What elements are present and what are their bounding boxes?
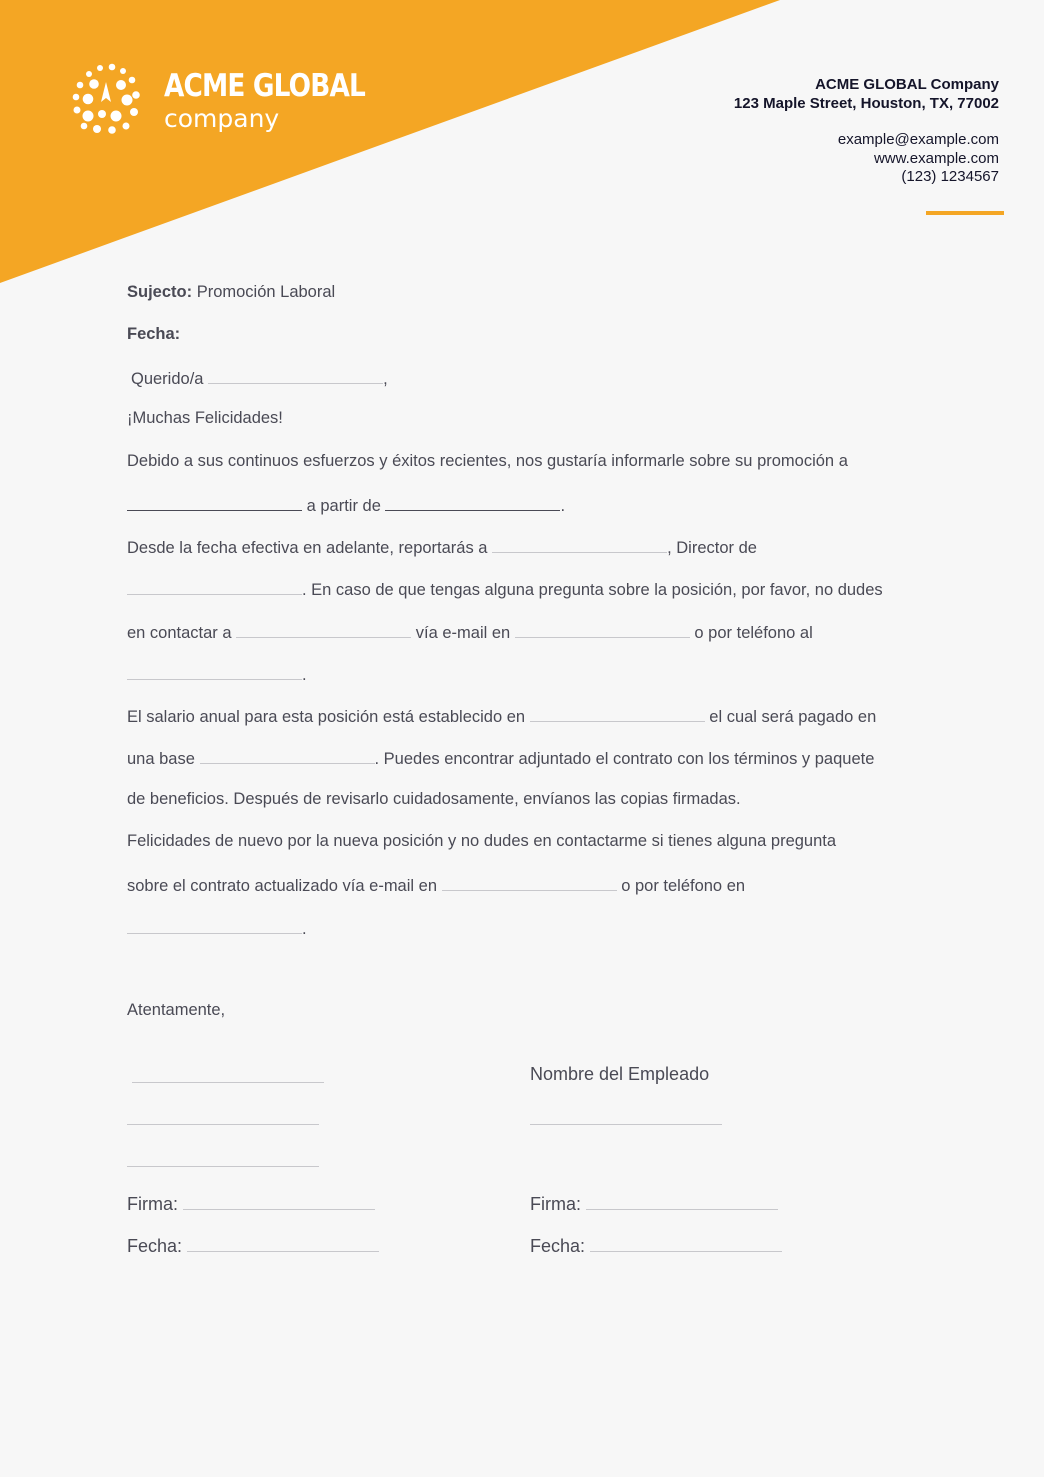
text-fragment: El salario anual para esta posición está establecido en bbox=[127, 708, 526, 726]
company-website: www.example.com bbox=[873, 149, 999, 167]
fecha-label: Fecha: bbox=[530, 1236, 586, 1256]
paragraph-2-line-2 bbox=[127, 578, 883, 600]
brand-name: ACME GLOBAL bbox=[164, 68, 365, 104]
recipient-blank[interactable] bbox=[208, 367, 383, 384]
closing: Atentamente, bbox=[127, 1001, 226, 1019]
paragraph-2-line-1 bbox=[127, 536, 757, 558]
sender-date-line bbox=[127, 1233, 379, 1257]
paragraph-3-line-3: de beneficios. Después de revisarlo cuidadosamente, envíanos las copias firmadas. bbox=[127, 790, 741, 808]
pay-basis-blank[interactable] bbox=[200, 747, 375, 764]
new-position-blank[interactable] bbox=[127, 494, 302, 511]
text-fragment: , Director de bbox=[667, 539, 757, 557]
paragraph-1-line-2: a partir de . bbox=[127, 494, 565, 516]
paragraph-1-line-1: Debido a sus continuos esfuerzos y éxitos recientes, nos gustaría informarle sobre su promoción a bbox=[127, 452, 848, 470]
employee-signature-blank[interactable] bbox=[586, 1191, 778, 1210]
sender-company-line bbox=[127, 1148, 319, 1172]
paragraph-2-line-3 bbox=[127, 621, 813, 643]
text-fragment: vía e-mail en bbox=[415, 624, 511, 642]
paragraph-2-line-4: . bbox=[127, 663, 307, 685]
employee-date-line bbox=[530, 1233, 782, 1257]
greeting-line: Querido/a , bbox=[131, 367, 388, 389]
greeting: Querido/a bbox=[131, 370, 204, 388]
text-fragment: . Puedes encontrar adjuntado el contrato con los términos y paquete bbox=[374, 750, 875, 768]
subject-line bbox=[127, 283, 335, 302]
contact-phone-blank[interactable] bbox=[127, 663, 302, 680]
paragraph-3-line-1 bbox=[127, 705, 876, 727]
sender-date-blank[interactable] bbox=[187, 1233, 379, 1252]
text-fragment: Desde la fecha efectiva en adelante, reportarás a bbox=[127, 539, 488, 557]
sender-name-blank[interactable] bbox=[132, 1064, 324, 1083]
employee-name-line bbox=[530, 1106, 722, 1130]
paragraph-4-line-2 bbox=[127, 874, 745, 896]
sender-title-line bbox=[127, 1106, 319, 1130]
sender-signature-line bbox=[127, 1191, 375, 1215]
company-email: example@example.com bbox=[837, 131, 999, 148]
text-fragment: el cual será pagado en bbox=[709, 708, 877, 726]
sender-title-blank[interactable] bbox=[127, 1106, 319, 1125]
company-phone: (123) 1234567 bbox=[901, 168, 999, 185]
salary-blank[interactable] bbox=[530, 705, 705, 722]
employee-signature-line bbox=[530, 1191, 778, 1215]
text-fragment: en contactar a bbox=[127, 624, 232, 642]
text-fragment: . En caso de que tengas alguna pregunta sobre la posición, por favor, no dudes bbox=[302, 581, 883, 599]
fecha-label: Fecha: bbox=[127, 1236, 183, 1256]
text-fragment: sobre el contrato actualizado vía e-mail en bbox=[127, 877, 438, 895]
reply-email-blank[interactable] bbox=[442, 874, 617, 891]
text-fragment: una base bbox=[127, 750, 195, 768]
company-logo bbox=[70, 62, 400, 136]
sender-signature-blank[interactable] bbox=[183, 1191, 375, 1210]
start-date-blank[interactable] bbox=[385, 494, 560, 511]
contact-name-blank[interactable] bbox=[236, 621, 411, 638]
sender-company-blank[interactable] bbox=[127, 1148, 319, 1167]
text-fragment: o por teléfono en bbox=[621, 877, 746, 895]
employee-name-blank[interactable] bbox=[530, 1106, 722, 1125]
congrats: ¡Muchas Felicidades! bbox=[127, 409, 283, 427]
brand-subtitle: company bbox=[164, 104, 280, 133]
department-blank[interactable] bbox=[127, 578, 302, 595]
globe-logo-icon bbox=[70, 62, 144, 136]
supervisor-blank[interactable] bbox=[492, 536, 667, 553]
subject-label: Sujecto: bbox=[127, 283, 193, 301]
paragraph-3-line-2 bbox=[127, 747, 874, 769]
text-fragment: a partir de bbox=[306, 497, 381, 515]
paragraph-4-line-1: Felicidades de nuevo por la nueva posición y no dudes en contactarme si tienes alguna pregunta bbox=[127, 832, 837, 850]
firma-label: Firma: bbox=[127, 1194, 178, 1214]
company-name: ACME GLOBAL Company bbox=[815, 76, 999, 93]
date-label: Fecha: bbox=[127, 325, 181, 343]
paragraph-4-line-3: . bbox=[127, 917, 307, 939]
sender-name-line bbox=[132, 1064, 324, 1088]
contact-block bbox=[734, 76, 999, 187]
employee-name-label: Nombre del Empleado bbox=[530, 1064, 710, 1084]
firma-label: Firma: bbox=[530, 1194, 581, 1214]
reply-phone-blank[interactable] bbox=[127, 917, 302, 934]
contact-email-blank[interactable] bbox=[515, 621, 690, 638]
text-fragment: o por teléfono al bbox=[694, 624, 813, 642]
subject-value: Promoción Laboral bbox=[196, 283, 336, 301]
employee-date-blank[interactable] bbox=[590, 1233, 782, 1252]
company-address: 123 Maple Street, Houston, TX, 77002 bbox=[733, 94, 999, 112]
accent-divider bbox=[926, 211, 1004, 215]
